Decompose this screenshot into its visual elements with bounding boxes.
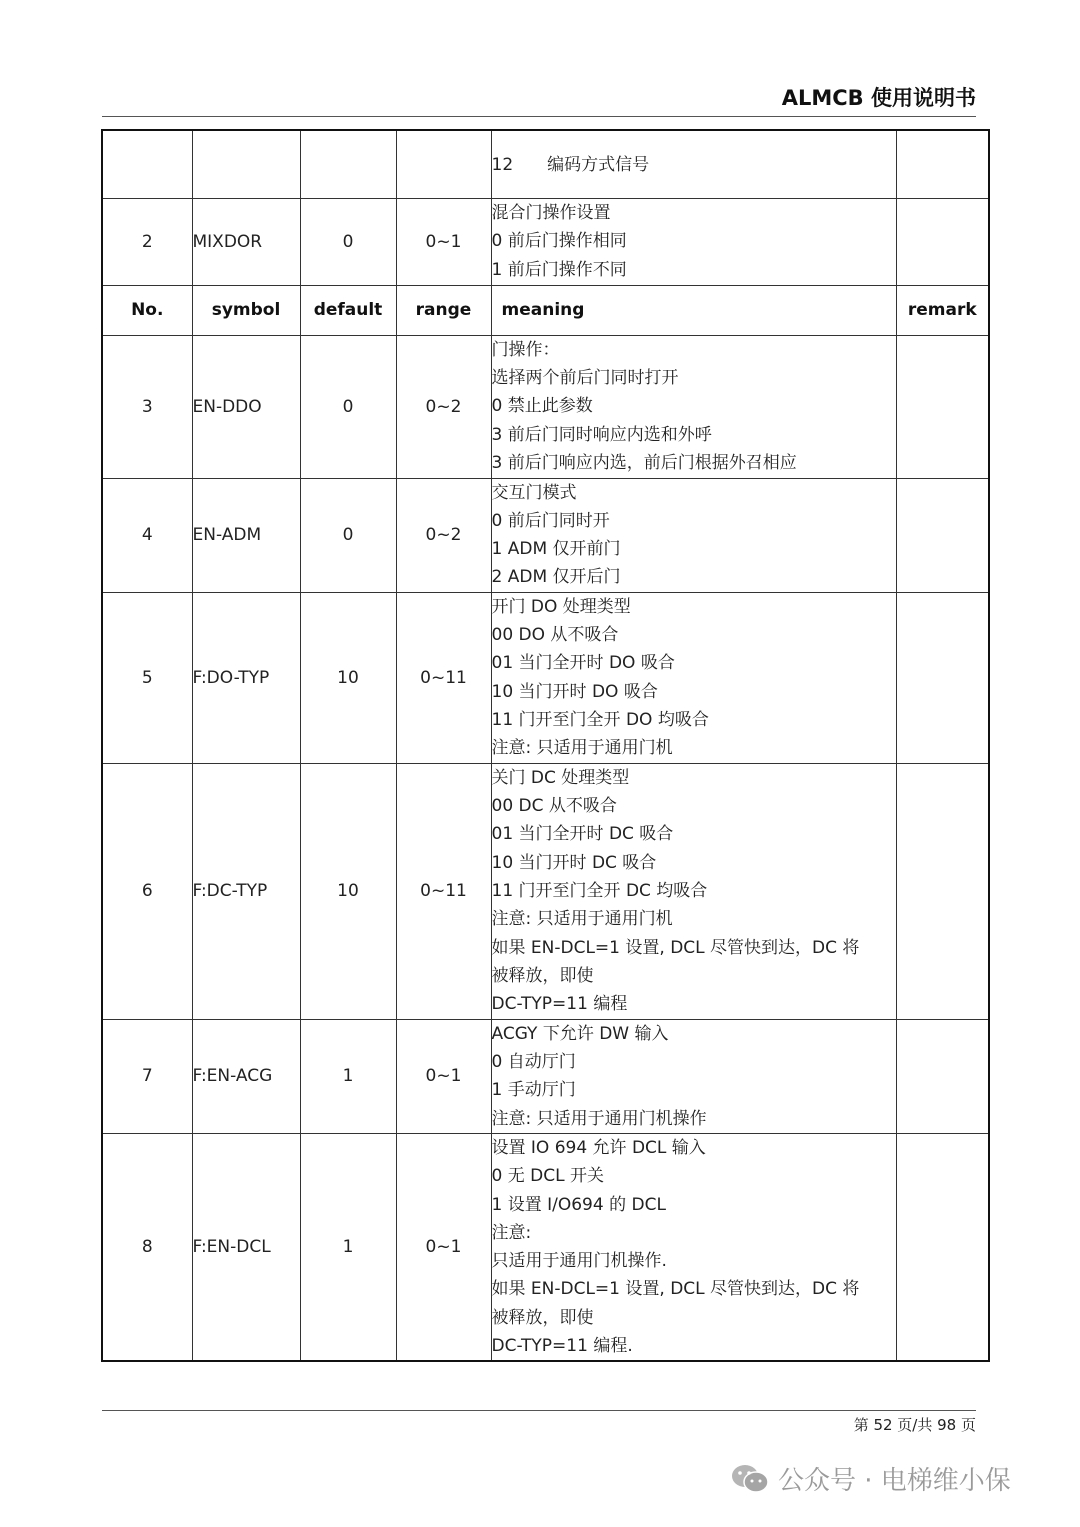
cell-range: 0~2 bbox=[396, 335, 491, 478]
meaning-line: 3 前后门响应内选，前后门根据外召相应 bbox=[491, 452, 797, 473]
meaning-line: 00 DC 从不吸合 bbox=[491, 796, 617, 817]
meaning-line: 交互门模式 bbox=[491, 482, 577, 503]
meaning-line: 注意: 只适用于通用门机操作 bbox=[491, 1108, 707, 1129]
cell-remark bbox=[896, 335, 989, 478]
table-row bbox=[102, 1133, 989, 1361]
cell-symbol: EN-DDO bbox=[192, 335, 300, 478]
cell-symbol: F:DC-TYP bbox=[192, 763, 300, 1019]
cell-symbol: EN-ADM bbox=[192, 478, 300, 592]
cell-meaning bbox=[491, 335, 896, 478]
document-title: ALMCB 使用说明书 bbox=[781, 86, 976, 110]
cell-range: 0~1 bbox=[396, 1133, 491, 1361]
meaning-line: 01 当门全开时 DO 吸合 bbox=[491, 653, 675, 674]
meaning-line: 2 ADM 仅开后门 bbox=[491, 567, 621, 588]
meaning-line: 1 前后门操作不同 bbox=[491, 259, 627, 280]
meaning-line: 如果 EN-DCL=1 设置, DCL 尽管快到达，DC 将 bbox=[491, 937, 860, 958]
cell-no: 4 bbox=[102, 478, 192, 592]
meaning-line: 1 手动厅门 bbox=[491, 1080, 576, 1101]
cell-meaning bbox=[491, 763, 896, 1019]
cell-remark bbox=[896, 478, 989, 592]
meaning-line: 混合门操作设置 bbox=[491, 203, 611, 224]
footer-divider bbox=[102, 1410, 976, 1411]
cell-remark bbox=[896, 592, 989, 763]
cell-symbol: F:DO-TYP bbox=[192, 592, 300, 763]
meaning-line: 11 门开至门全开 DC 均吸合 bbox=[491, 881, 708, 902]
cell-range: 0~1 bbox=[396, 1019, 491, 1133]
meaning-line: 3 前后门同时响应内选和外呼 bbox=[491, 424, 712, 445]
cell-default bbox=[300, 130, 396, 198]
meaning-line: 12 编码方式信号 bbox=[491, 155, 650, 176]
meaning-line: 关门 DC 处理类型 bbox=[491, 767, 630, 788]
meaning-line: ACGY 下允许 DW 输入 bbox=[491, 1023, 669, 1044]
table-row bbox=[102, 1019, 989, 1133]
table-row bbox=[102, 592, 989, 763]
watermark bbox=[730, 1460, 1011, 1497]
meaning-line: 10 当门开时 DO 吸合 bbox=[491, 681, 658, 702]
column-header: meaning bbox=[491, 285, 896, 335]
meaning-line: 选择两个前后门同时打开 bbox=[491, 368, 679, 389]
cell-no: 7 bbox=[102, 1019, 192, 1133]
cell-no: 6 bbox=[102, 763, 192, 1019]
cell-default: 0 bbox=[300, 478, 396, 592]
meaning-line: DC-TYP=11 编程. bbox=[491, 1336, 633, 1357]
meaning-line: 只适用于通用门机操作. bbox=[491, 1251, 667, 1272]
cell-remark bbox=[896, 130, 989, 198]
meaning-line: 0 前后门同时开 bbox=[491, 510, 610, 531]
table-row bbox=[102, 130, 989, 198]
cell-meaning bbox=[491, 1133, 896, 1361]
table-row bbox=[102, 763, 989, 1019]
cell-meaning bbox=[491, 198, 896, 285]
cell-symbol bbox=[192, 130, 300, 198]
cell-meaning bbox=[491, 478, 896, 592]
column-header: range bbox=[396, 285, 491, 335]
meaning-line: 10 当门开时 DC 吸合 bbox=[491, 852, 657, 873]
meaning-line: 0 无 DCL 开关 bbox=[491, 1166, 604, 1187]
column-header: remark bbox=[896, 285, 989, 335]
meaning-line: 被释放，即使 bbox=[491, 965, 594, 986]
cell-symbol: MIXDOR bbox=[192, 198, 300, 285]
cell-default: 1 bbox=[300, 1133, 396, 1361]
column-header: No. bbox=[102, 285, 192, 335]
table-row bbox=[102, 478, 989, 592]
meaning-line: 注意: 只适用于通用门机 bbox=[491, 909, 673, 930]
parameter-table bbox=[101, 129, 990, 1362]
cell-no: 5 bbox=[102, 592, 192, 763]
cell-remark bbox=[896, 1133, 989, 1361]
cell-no: 2 bbox=[102, 198, 192, 285]
cell-default: 0 bbox=[300, 335, 396, 478]
meaning-line: 0 前后门操作相同 bbox=[491, 231, 627, 252]
header-divider bbox=[102, 116, 976, 117]
table-row bbox=[102, 335, 989, 478]
meaning-line: 如果 EN-DCL=1 设置, DCL 尽管快到达，DC 将 bbox=[491, 1279, 860, 1300]
watermark-text: 公众号 · 电梯维小保 bbox=[778, 1466, 1011, 1496]
meaning-line: 00 DO 从不吸合 bbox=[491, 625, 619, 646]
column-header: symbol bbox=[192, 285, 300, 335]
cell-meaning bbox=[491, 592, 896, 763]
meaning-line: 被释放，即使 bbox=[491, 1307, 594, 1328]
cell-default: 10 bbox=[300, 592, 396, 763]
cell-default: 10 bbox=[300, 763, 396, 1019]
meaning-line: 0 自动厅门 bbox=[491, 1051, 576, 1072]
page-number: 第 52 页/共 98 页 bbox=[853, 1416, 976, 1434]
cell-range: 0~2 bbox=[396, 478, 491, 592]
cell-range: 0~11 bbox=[396, 592, 491, 763]
meaning-line: 开门 DO 处理类型 bbox=[491, 596, 631, 617]
meaning-line: 11 门开至门全开 DO 均吸合 bbox=[491, 709, 709, 730]
cell-no: 8 bbox=[102, 1133, 192, 1361]
column-header: default bbox=[300, 285, 396, 335]
cell-no: 3 bbox=[102, 335, 192, 478]
cell-range: 0~11 bbox=[396, 763, 491, 1019]
meaning-line: DC-TYP=11 编程 bbox=[491, 994, 628, 1015]
cell-meaning bbox=[491, 130, 896, 198]
table-header-row bbox=[102, 285, 989, 335]
meaning-line: 设置 IO 694 允许 DCL 输入 bbox=[491, 1137, 706, 1158]
meaning-line: 1 设置 I/O694 的 DCL bbox=[491, 1194, 666, 1215]
cell-range bbox=[396, 130, 491, 198]
cell-range: 0~1 bbox=[396, 198, 491, 285]
meaning-line: 门操作： bbox=[491, 339, 560, 360]
cell-meaning bbox=[491, 1019, 896, 1133]
cell-no bbox=[102, 130, 192, 198]
meaning-line: 01 当门全开时 DC 吸合 bbox=[491, 824, 674, 845]
meaning-line: 注意: 只适用于通用门机 bbox=[491, 738, 673, 759]
cell-remark bbox=[896, 198, 989, 285]
cell-symbol: F:EN-ACG bbox=[192, 1019, 300, 1133]
meaning-line: 1 ADM 仅开前门 bbox=[491, 539, 621, 560]
meaning-line: 0 禁止此参数 bbox=[491, 396, 593, 417]
cell-remark bbox=[896, 763, 989, 1019]
cell-default: 1 bbox=[300, 1019, 396, 1133]
meaning-line: 注意: bbox=[491, 1222, 532, 1243]
cell-remark bbox=[896, 1019, 989, 1133]
cell-default: 0 bbox=[300, 198, 396, 285]
cell-symbol: F:EN-DCL bbox=[192, 1133, 300, 1361]
table-row bbox=[102, 198, 989, 285]
wechat-icon bbox=[730, 1463, 770, 1495]
